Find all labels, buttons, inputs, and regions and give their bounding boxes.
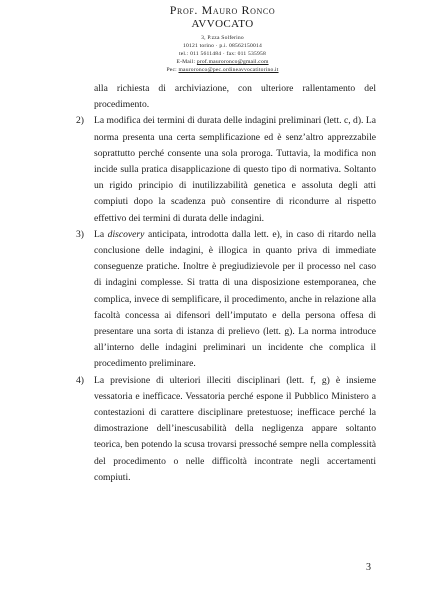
email-link[interactable]: prof.mauroronco@gmail.com	[196, 59, 269, 65]
italic-term: discovery	[107, 228, 145, 240]
letterhead-name: Prof. Mauro Ronco	[169, 3, 276, 17]
pec-label: Pec:	[166, 67, 177, 73]
list-item	[76, 227, 376, 373]
list-item	[76, 373, 376, 486]
letterhead-phones: tel.: 011 5611484 · fax: 011 535958	[178, 51, 266, 57]
point-number: 4)	[76, 374, 84, 386]
point-number: 2)	[76, 115, 84, 127]
letterhead	[0, 3, 445, 74]
email-label: E-Mail:	[176, 59, 196, 65]
letterhead-city: 10121 torino · p.i. 08562150014	[183, 43, 262, 49]
point-text: La previsione di ulteriori illeciti disciplinari (lett. f, g) è insieme vessatoria e inefficace. Vessatoria perché espone il Pubblico Ministero a contestazioni di carattere disciplinare pretestuose; inefficace perché la dimostrazione dell’inescusabilità della negligenza appare soltanto teorica, ben potendo la scusa trovarsi pressoché sempre nella complessità del procedimento o nelle difficoltà incontrate negli accertamenti compiuti.	[94, 374, 376, 483]
numbered-points	[76, 113, 376, 486]
letterhead-pec-line	[0, 66, 445, 74]
continuation-paragraph: alla richiesta di archiviazione, con ulteriore rallentamento del procedimento.	[94, 83, 376, 111]
page-number: 3	[366, 562, 371, 573]
list-item	[76, 113, 376, 226]
letterhead-email-line	[0, 58, 445, 66]
point-text: La modifica dei termini di durata delle indagini preliminari (lett. c, d). La norma presenta una certa semplificazione ed è senz’altro apprezzabile soprattutto perché consente una sola proroga. Tuttavia, la modifica non incide sulla pratica disapplicazione di questo tipo di normativa. Soltanto un rigido principio di inutilizzabilità genetica e assoluta degli atti compiuti dopo la scadenza può consentire di ricondurre al rispetto effettivo dei termini di durata delle indagini.	[94, 115, 376, 224]
document-body	[76, 81, 376, 486]
point-text-rest: anticipata, introdotta dalla lett. e), in caso di ritardo nella conclusione delle indagini, è illogica in quanto priva di immediate conseguenze pratiche. Inoltre è pregiudizievole per il processo nel caso di indagini complesse. Si tratta di una disposizione estemporanea, che complica, invece di semplificare, il procedimento, anche in relazione alla facoltà concessa ai difensori dell’imputato e della persona offesa di presentare una sorta di istanza di prelievo (lett. g). La norma introduce all’interno delle indagini preliminari un incidente che complica il procedimento preliminare.	[94, 228, 376, 370]
letterhead-title: AVVOCATO	[191, 18, 254, 30]
point-number: 3)	[76, 228, 84, 240]
point-text-start: La	[94, 228, 108, 240]
pec-link[interactable]: mauroronco@pec.ordineavvocatitorino.it	[178, 67, 279, 73]
letterhead-address: 3, P.zza Solferino	[201, 35, 244, 41]
point-text	[94, 227, 376, 373]
